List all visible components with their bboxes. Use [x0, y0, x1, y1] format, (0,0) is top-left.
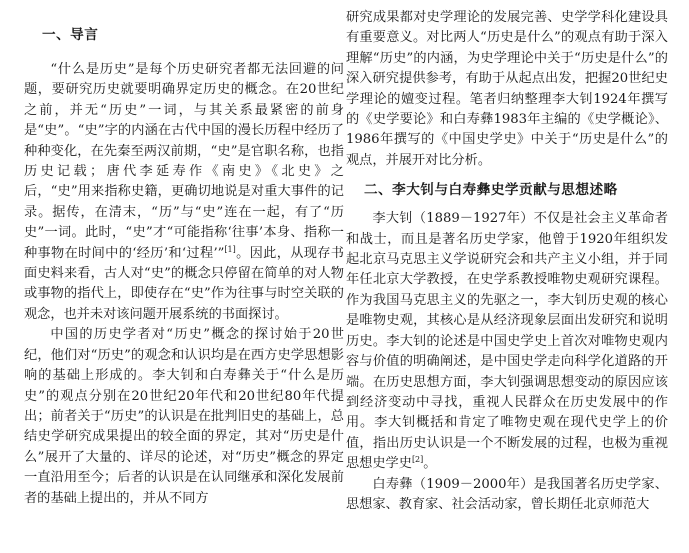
- section-heading-introduction: 一、导言: [42, 27, 99, 43]
- paragraph: 白寿彝（1909－2000年）是我国著名历史学家、思想家、教育家、社会活动家，曾长期任北京师范大: [346, 476, 668, 512]
- paragraph-text: 。因此，从现存书面史料来看，古人对“史”的概念只停留在简单的对人物或事物的指代上，即使存在“史”作为往事与时空关联的观念，也并未对该问题开展系统的书面探讨。: [24, 245, 344, 322]
- paragraph-text: 。: [423, 456, 437, 472]
- section-heading-contributions: 二、李大钊与白寿彝史学贡献与思想述略: [364, 182, 618, 199]
- left-column: [24, 24, 344, 509]
- paragraph: 研究成果都对史学理论的发展完善、史学学科化建设具有重要意义。对比两人“历史是什么”的观点有助于深入理解“历史”的内涵，为史学理论中关于“历史是什么”的深入研究提供参考，有助于从起点出发，把握20世纪史学理论的嬗变过程。笔者归纳整理李大钊1924年撰写的《史学要论》和白寿彝1983年主编的《史学概论》、1986年撰写的《中国史学史》中关于“历史是什么”的观点，并展开对比分析。: [346, 10, 668, 168]
- citation-ref: [2]: [411, 455, 424, 465]
- paragraph: [346, 209, 668, 474]
- citation-ref: [1]: [224, 244, 236, 254]
- paragraph: [24, 60, 344, 325]
- paragraph: 中国的历史学者对“历史”概念的探讨始于20世纪，他们对“历史”的观念和认识均是在西方史学思想影响的基础上形成的。李大钊和白寿彝关于“什么是历史”的观点分别在20世纪20年代和20世纪80年代提出；前者关于“历史”的认识是在批判旧史的基础上，总结史学研究成果提出的较全面的界定，其对“历史是什么”展开了大量的、详尽的论述，对“历史”概念的界定一直沿用至今；后者的认识是在认同继承和深化发展前者的基础上提出的，并从不同方: [24, 327, 344, 506]
- paragraph-text: “什么是历史”是每个历史研究者都无法回避的问题，要研究历史就要明确界定历史的概念。在20世纪之前，并无“历史”一词，与其关系最紧密的前身是“史”。“史”字的内涵在古代中国的漫长历程中经历了种种变化，在先秦至两汉前期，“史”是官职名称，也指历史记载；唐代李延寿作《南史》《北史》之后，“史”用来指称史籍，更确切地说是对重大事件的记录。据传，在清末，“历”与“史”连在一起，有了“历史”一词。此时，“史”才“可能指称‘往事’本身、指称一种事物在时间中的‘经历’和‘过程’”: [24, 62, 344, 261]
- right-column: [346, 8, 668, 515]
- paragraph-text: 李大钊（1889－1927年）不仅是社会主义革命者和战士，而且是著名历史学家，他曾于1920年组织发起北京马克思主义学说研究会和共产主义小组，并于同年任北京大学教授，在史学系教授唯物史观研究课程。作为我国马克思主义的先驱之一，李大钊历史观的核心是唯物史观，其核心是从经济现象层面出发研究和说明历史。李大钊的论述是中国史学史上首次对唯物史观内容与价值的明确阐述，是中国史学走向科学化道路的开端。在历史思想方面，李大钊强调思想变动的原因应该到经济变动中寻找，重视人民群众在历史发展中的作用。李大钊概括和肯定了唯物史观在现代史学上的价值，指出历史认识是一个不断发展的过程，也极为重视思想史学史: [346, 211, 668, 472]
